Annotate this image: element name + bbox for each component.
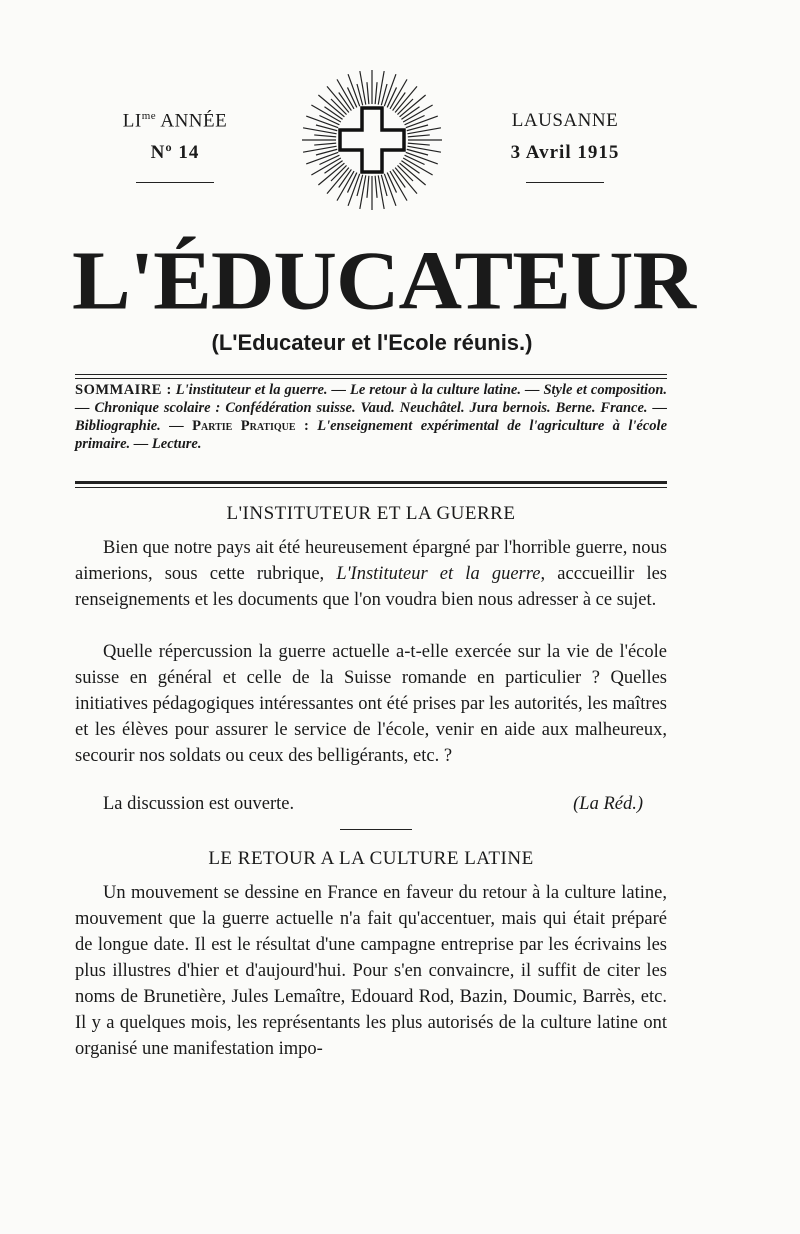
top-rule-double (75, 378, 667, 379)
issue-date: 3 Avril 1915 (510, 142, 620, 163)
article2-title: LE RETOUR A LA CULTURE LATINE (208, 848, 534, 869)
place-date-block (490, 110, 640, 183)
journal-title: L'ÉDUCATEUR (72, 235, 696, 328)
table-of-contents (75, 381, 667, 453)
article1-title: L'INSTITUTEUR ET LA GUERRE (226, 503, 516, 524)
article1-paragraph-2: Quelle répercussion la guerre actuelle a-t-elle exercée sur la vie de l'école suisse en général et celle de la Suisse romande en particulier ? Quelles initiatives pédagogiques intéressantes ont été prises par les autorités, les maîtres et les élèves pour assurer le service de l'école, venir en aide aux malheureux, secourir nos soldats ou ceux des belligérants, etc. ? (75, 642, 667, 766)
article1-closing (75, 791, 667, 817)
sommaire-text-2: L'enseignement expérimental de l'agriculture à l'école primaire. — Lecture. (75, 418, 667, 452)
year-label: $LI^{me}$ ANNÉE (122, 110, 228, 132)
top-rule (75, 374, 667, 375)
sommaire-label: SOMMAIRE : (75, 382, 172, 398)
issue-block (100, 110, 250, 183)
swiss-cross-emblem-icon (300, 68, 444, 212)
bottom-rule (75, 481, 667, 484)
left-divider (136, 182, 214, 183)
journal-subtitle: (L'Educateur et l'Ecole réunis.) (211, 330, 533, 355)
closing-text: La discussion est ouverte. (103, 794, 295, 814)
partie-pratique-label: Partie Pratique : (192, 418, 309, 434)
city-label: LAUSANNE (511, 110, 619, 131)
article1-paragraph-1: Bien que notre pays ait été heureusement épargné par l'horrible guerre, nous aimerions, sous cette rubrique, L'Instituteur et la guerre, acccueillir les renseignements et les documents que l'on voudra bien nous adresser à ce sujet. (75, 538, 667, 610)
bottom-rule-double (75, 487, 667, 488)
sommaire-text-1: L'instituteur et la guerre. — Le retour à la culture latine. — Style et composition. — Chronique scolaire : Confédération suisse. Vaud. Neuchâtel. Jura bernois. Berne. France. — Bibliographie. — (75, 382, 668, 434)
issue-number: Nº 14 (150, 142, 200, 164)
emblem-ray (402, 128, 441, 135)
right-divider (526, 182, 604, 183)
emblem-ray (402, 145, 441, 152)
editor-signature: (La Réd.) (573, 794, 643, 814)
article-divider (340, 829, 412, 830)
article2-paragraph-1: Un mouvement se dessine en France en faveur du retour à la culture latine, mouvement que la guerre actuelle n'a fait qu'accentuer, mais qui était préparé de longue date. Il est le résultat d'une campagne entreprise par les écrivains les plus illustres d'hier et d'aujourd'hui. Pour s'en convaincre, il suffit de citer les noms de Brunetière, Jules Lemaître, Edouard Rod, Bazin, Doumic, Barrès, etc. Il y a quelques mois, les représentants les plus autorisés de la culture latine ont organisé une manifestation impo- (75, 883, 667, 1059)
